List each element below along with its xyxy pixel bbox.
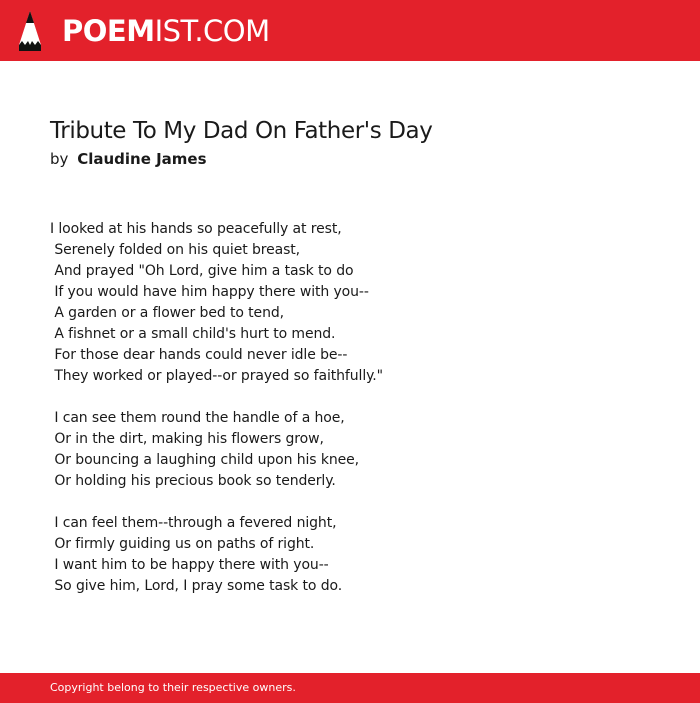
poem-title: Tribute To My Dad On Father's Day [50,118,433,144]
author-name[interactable]: Claudine James [77,150,207,168]
site-header [0,0,700,61]
poem-line: Or in the dirt, making his flowers grow, [50,431,324,447]
poem-line: Or firmly guiding us on paths of right. [50,536,315,552]
poem-line: If you would have him happy there with you-- [50,284,369,300]
site-footer [0,673,700,703]
site-logo-link[interactable] [18,9,270,53]
poem-line: Serenely folded on his quiet breast, [50,242,301,258]
poem-line: A fishnet or a small child's hurt to mend. [50,326,336,342]
poem-line: Or holding his precious book so tenderly. [50,473,336,489]
pencil-tip-icon [18,10,42,52]
poem-line: Or bouncing a laughing child upon his knee, [50,452,360,468]
stanza [50,513,670,597]
logo-text-light: IST.COM [154,14,270,48]
poem-line: A garden or a flower bed to tend, [50,305,284,321]
poem-line: For those dear hands could never idle be-- [50,347,348,363]
poem-line: They worked or played--or prayed so faithfully." [50,368,383,384]
stanza [50,219,670,387]
site-logo-text [62,9,270,53]
poem-line: I can see them round the handle of a hoe, [50,410,345,426]
poem-line: I can feel them--through a fevered night, [50,515,337,531]
poem-line: So give him, Lord, I pray some task to do. [50,578,343,594]
poem-line: I want him to be happy there with you-- [50,557,329,573]
copyright-notice: Copyright belong to their respective owners. [50,681,296,694]
logo-text-bold: POEM [62,14,155,48]
byline-label: by [50,150,69,168]
poem-line: And prayed "Oh Lord, give him a task to do [50,263,354,279]
byline [50,148,670,170]
stanza [50,408,670,492]
poem-body [50,219,670,618]
poem-heading [50,115,670,170]
poem-line: I looked at his hands so peacefully at rest, [50,221,342,237]
